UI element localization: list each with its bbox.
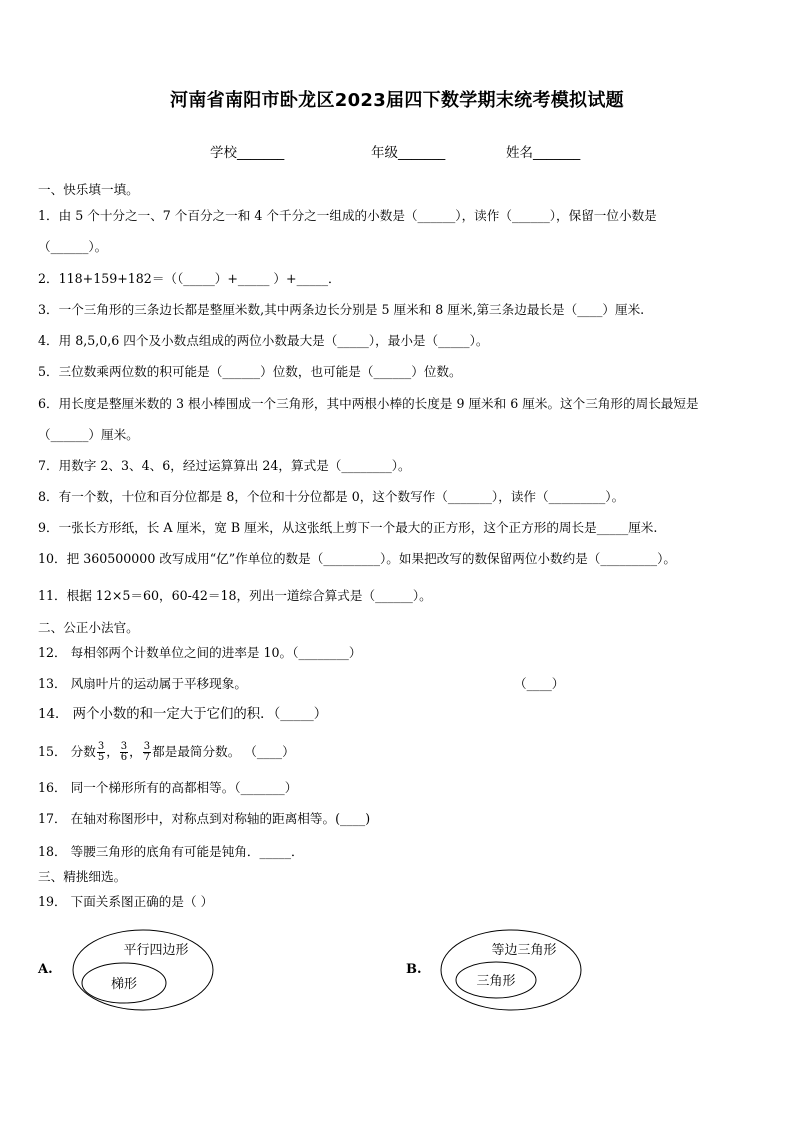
question-7: 7．用数字 2、3、4、6，经过运算算出 24，算式是（________）。	[38, 458, 411, 473]
question-18: 18． 等腰三角形的底角有可能是钝角．_____．	[38, 844, 304, 859]
question-4: 4．用 8,5,0,6 四个及小数点组成的两位小数最大是（_____），最小是（_____）。	[38, 333, 489, 348]
question-8: 8．有一个数，十位和百分位都是 8，个位和十分位都是 0，这个数写作（_______），读作（_________）。	[38, 489, 625, 504]
separator: ，	[129, 744, 142, 759]
question-3: 3．一个三角形的三条边长都是整厘米数,其中两条边长分别是 5 厘米和 8 厘米,第三条边最长是（____）厘米.	[38, 302, 645, 317]
question-14: 14． 两个小数的和一定大于它们的积．（_____）	[38, 707, 328, 722]
separator: ，	[106, 744, 119, 759]
option-a-label: A.	[38, 962, 53, 977]
question-10: 10．把 360500000 改写成用“亿”作单位的数是（_________）。如果把改写的数保留两位小数约是（_________）。	[38, 551, 676, 566]
question-1-cont: （______）。	[38, 239, 108, 254]
question-2: 2．118+159+182＝（（_____）+_____ ）+_____．	[38, 271, 341, 286]
fraction-denominator: 5	[97, 752, 105, 763]
fraction-numerator: 3	[120, 741, 128, 752]
question-11: 11．根据 12×5＝60，60-42＝18，列出一道综合算式是（______）。	[38, 588, 432, 603]
inner-set-label: 梯形	[110, 977, 138, 992]
question-6-cont: （______）厘米。	[38, 427, 139, 442]
question-16: 16． 同一个梯形所有的高都相等。（_______）	[38, 780, 298, 795]
option-a-diagram	[68, 925, 218, 1015]
question-5: 5．三位数乘两位数的积可能是（______）位数，也可能是（______）位数。	[38, 364, 462, 379]
inner-set-label: 三角形	[476, 974, 516, 989]
question-12: 12． 每相邻两个计数单位之间的进率是 10。（________）	[38, 645, 362, 660]
grade-field: 年级_______	[371, 145, 446, 161]
question-9: 9．一张长方形纸，长 A 厘米，宽 B 厘米，从这张纸上剪下一个最大的正方形，这个正方形的周长是_____厘米.	[38, 520, 658, 535]
section-heading-3: 三、精挑细选。	[38, 869, 127, 884]
page-title: 河南省南阳市卧龙区2023届四下数学期末统考模拟试题	[170, 90, 624, 111]
question-13: 13． 风扇叶片的运动属于平移现象。	[38, 676, 247, 691]
fraction-numerator: 3	[143, 741, 151, 752]
fraction-3-5	[97, 742, 105, 763]
question-15-suffix: 都是最简分数。 （____）	[152, 744, 295, 759]
option-b-label: B.	[406, 962, 422, 977]
outer-set-label: 平行四边形	[123, 943, 189, 958]
section-heading-1: 一、快乐填一填。	[38, 182, 139, 197]
fraction-3-7	[143, 742, 151, 763]
fraction-3-6	[120, 742, 128, 763]
fraction-denominator: 7	[143, 752, 151, 763]
outer-set-label: 等边三角形	[491, 943, 557, 958]
question-1: 1．由 5 个十分之一、7 个百分之一和 4 个千分之一组成的小数是（______），读作（______），保留一位小数是	[38, 208, 657, 223]
question-17: 17． 在轴对称图形中，对称点到对称轴的距离相等。(____)	[38, 811, 371, 826]
question-6: 6．用长度是整厘米数的 3 根小棒围成一个三角形，其中两根小棒的长度是 9 厘米和 6 厘米。这个三角形的周长最短是	[38, 396, 699, 411]
question-19: 19． 下面关系图正确的是（ ）	[38, 894, 214, 909]
fraction-numerator: 3	[97, 741, 105, 752]
question-13-answer: （____）	[514, 676, 565, 691]
option-b-diagram	[436, 925, 586, 1015]
section-heading-2: 二、公正小法官。	[38, 620, 139, 635]
question-15	[38, 737, 764, 767]
question-15-prefix: 15． 分数	[38, 744, 96, 759]
outer-set-ellipse	[73, 930, 213, 1010]
fraction-denominator: 6	[120, 752, 128, 763]
name-field: 姓名_______	[506, 145, 581, 161]
school-field: 学校_______	[210, 145, 285, 161]
